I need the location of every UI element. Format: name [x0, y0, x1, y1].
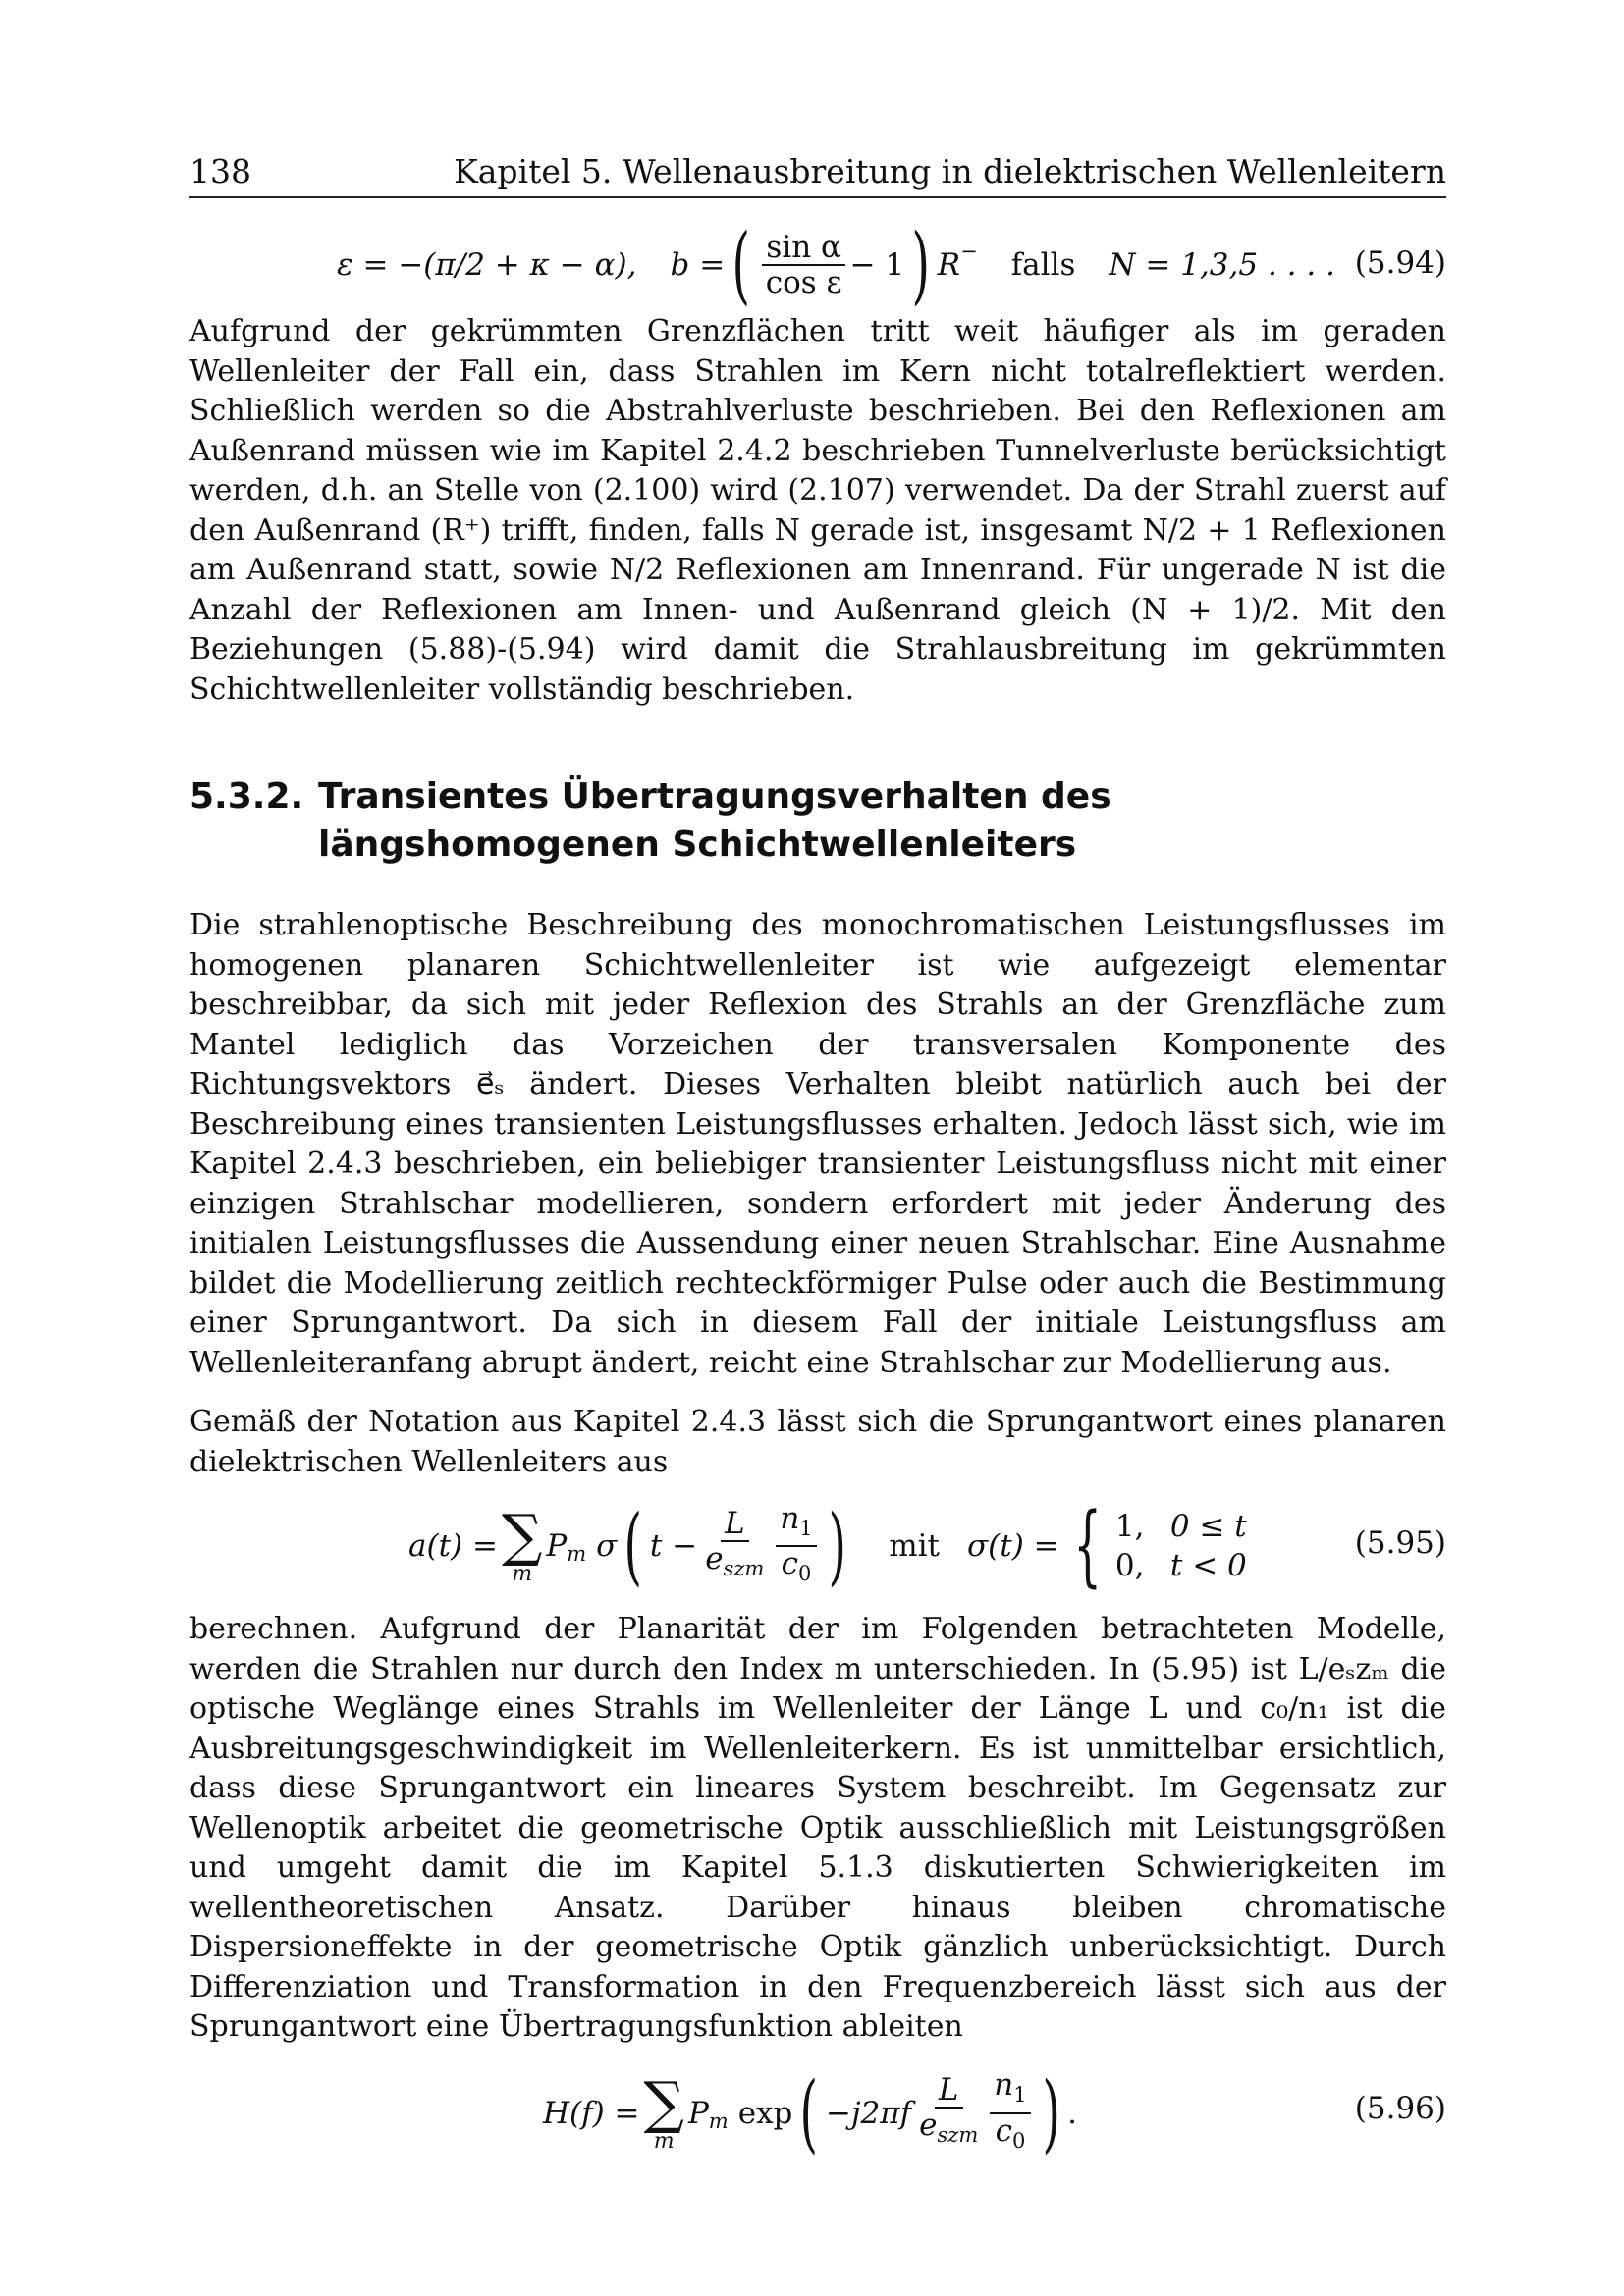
frac-num: L	[721, 1507, 749, 1542]
equation-5-96	[189, 2056, 1446, 2171]
eq-595-sigma-t: σ(t) =	[967, 1528, 1059, 1564]
eq-595-t-minus: t −	[649, 1528, 698, 1564]
eq-594-lhs: ε = −(π/2 + κ − α),	[337, 247, 637, 283]
equation-number: (5.95)	[1354, 1525, 1446, 1561]
cases-block: { 1, 0 ≤ t 0, t < 0	[1072, 1494, 1247, 1597]
eq-595-sigma: σ	[596, 1528, 618, 1564]
paragraph-1: Aufgrund der gekrümmten Grenzflächen tritt weit häufiger als im geraden Wellenleiter der Fall ein, dass Strahlen im Kern nicht totalreflektiert werden. Schließlich werden so die Abstrahlverluste beschrieben. Bei den Reflexionen am Außenrand müssen wie im Kapitel 2.4.2 beschrieben Tunnelverluste berücksichtigt werden, d.h. an Stelle von (2.100) wird (2.107) verwendet. Da der Strahl zuerst auf den Außenrand (R⁺) trifft, finden, falls N gerade ist, insgesamt N/2 + 1 Reflexionen am Außenrand statt, sowie N/2 Reflexionen am Innenrand. Für ungerade N ist die Anzahl der Reflexionen am Innen- und Außenrand gleich (N + 1)/2. Mit den Beziehungen (5.88)-(5.94) wird damit die Strahlausbreitung im gekrümmten Schichtwellenleiter vollständig beschrieben.	[189, 314, 1446, 707]
eq-594-condition: falls	[1010, 247, 1076, 283]
paren-close: )	[1042, 2063, 1060, 2163]
eq-596-term-sub: m	[708, 2109, 729, 2133]
frac-num: n	[994, 2067, 1014, 2104]
eq-594-r-sup: −	[960, 240, 978, 263]
paragraph-4: berechnen. Aufgrund der Planarität der im Folgenden betrachteten Modelle, werden die Strahlen nur durch den Index m unterschieden. In (5.95) ist L/eₛzₘ die optische Weglänge eines Strahls im Wellenleiter der Länge L und c₀/n₁ ist die Ausbreitungsgeschwindigkeit im Wellenleiterkern. Es ist unmittelbar ersichtlich, dass diese Sprungantwort ein lineares System beschreibt. Im Gegensatz zur Wellenoptik arbeitet die geometrische Optik ausschließlich mit Leistungsgrößen und umgeht damit die im Kapitel 5.1.3 diskutierten Schwierigkeiten im wellentheoretischen Ansatz. Darüber hinaus bleiben chromatische Dispersioneffekte in der geometrische Optik gänzlich unberücksichtigt. Durch Differenziation und Transformation in den Frequenzbereich lässt sich aus der Sprungantwort eine Übertragungsfunktion ableiten	[189, 1612, 1446, 2044]
frac-den-sub: szm	[937, 2123, 979, 2148]
page	[189, 152, 1446, 2171]
equation-number: (5.94)	[1354, 245, 1446, 281]
running-header	[189, 152, 1446, 198]
page-number: 138	[189, 152, 251, 190]
sum-symbol: ∑ m	[501, 1502, 543, 1586]
frac-den: e	[705, 1540, 724, 1576]
eq-596-inner: −j2πf	[825, 2095, 912, 2131]
eq-595-fraction-1	[701, 1507, 768, 1585]
eq-596-lhs: H(f) =	[543, 2095, 640, 2131]
paren-open: (	[799, 2063, 819, 2163]
eq-594-b-label: b =	[670, 247, 726, 283]
frac-num: n	[780, 1500, 800, 1536]
eq-595-term-sub: m	[567, 1542, 587, 1566]
eq-595-term: P	[546, 1528, 568, 1564]
case-1-value: 1,	[1114, 1509, 1145, 1544]
eq-594-fraction	[762, 231, 846, 299]
frac-den: e	[919, 2108, 938, 2144]
case-1-condition: 0 ≤ t	[1169, 1509, 1247, 1544]
eq-594-frac-den: cos ε	[765, 265, 842, 300]
sum-index: m	[653, 2128, 675, 2154]
equation-5-94	[189, 216, 1446, 314]
section-heading	[189, 773, 1446, 869]
section-number: 5.3.2.	[189, 776, 304, 817]
paragraph-2: Die strahlenoptische Beschreibung des monochromatischen Leistungsflusses im homogenen planaren Schichtwellenleiter ist wie aufgezeigt elementar beschreibbar, da sich mit jeder Reflexion des Strahls an der Grenzfläche zum Mantel lediglich das Vorzeichen der transversalen Komponente des Richtungsvektors e⃗ₛ ändert. Dieses Verhalten bleibt natürlich auch bei der Beschreibung eines transienten Leistungsflusses erhalten. Jedoch lässt sich, wie im Kapitel 2.4.3 beschrieben, ein beliebiger transienter Leistungsfluss nicht mit einer einzigen Strahlschar modellieren, sondern erfordert mit jeder Änderung des initialen Leistungsflusses die Aussendung einer neuen Strahlschar. Eine Ausnahme bildet die Modellierung zeitlich rechteckförmiger Pulse oder auch die Bestimmung einer Sprungantwort. Da sich in diesem Fall der initiale Leistungsfluss am Wellenleiteranfang abrupt ändert, reicht eine Strahlschar zur Modellierung aus.	[189, 908, 1446, 1380]
frac-num-sub: 1	[799, 1517, 813, 1540]
frac-den-sub: szm	[723, 1557, 765, 1581]
equation-5-95	[189, 1488, 1446, 1604]
frac-num: L	[935, 2073, 963, 2109]
paren-close: )	[911, 216, 931, 314]
case-2-value: 0,	[1114, 1548, 1145, 1583]
eq-596-term: P	[687, 2095, 709, 2131]
frac-num-sub: 1	[1013, 2083, 1027, 2108]
paren-open: (	[623, 1497, 643, 1595]
eq-596-fraction-2	[990, 2068, 1030, 2157]
sum-symbol: ∑ m	[643, 2068, 684, 2154]
eq-596-fraction-1	[915, 2073, 982, 2152]
eq-596-exp: exp	[737, 2095, 793, 2131]
eq-596-end: .	[1067, 2095, 1078, 2131]
equation-number: (5.96)	[1354, 2090, 1446, 2126]
eq-595-fraction-2	[776, 1502, 816, 1590]
chapter-title: Kapitel 5. Wellenausbreitung in dielektrischen Wellenleitern	[454, 152, 1446, 190]
paren-close: )	[828, 1497, 846, 1595]
sum-index: m	[512, 1562, 533, 1586]
paren-open: (	[731, 216, 751, 314]
eq-594-r: R	[937, 247, 961, 283]
eq-595-lhs: a(t) =	[408, 1528, 498, 1564]
eq-594-frac-num: sin α	[762, 231, 845, 266]
frac-den: c	[995, 2112, 1012, 2149]
frac-den-sub: 0	[797, 1562, 812, 1586]
case-2-condition: t < 0	[1169, 1548, 1247, 1583]
section-title: Transientes Übertragungsverhalten des längshomogenen Schichtwellenleiters	[318, 776, 1111, 865]
eq-594-after-frac: − 1	[849, 247, 905, 283]
paragraph-3: Gemäß der Notation aus Kapitel 2.4.3 lässt sich die Sprungantwort eines planaren dielektrischen Wellenleiters aus	[189, 1405, 1446, 1479]
frac-den: c	[781, 1546, 798, 1581]
eq-594-n-values: N = 1,3,5 . . . .	[1109, 247, 1335, 283]
eq-595-mit: mit	[889, 1528, 940, 1564]
frac-den-sub: 0	[1011, 2128, 1026, 2153]
